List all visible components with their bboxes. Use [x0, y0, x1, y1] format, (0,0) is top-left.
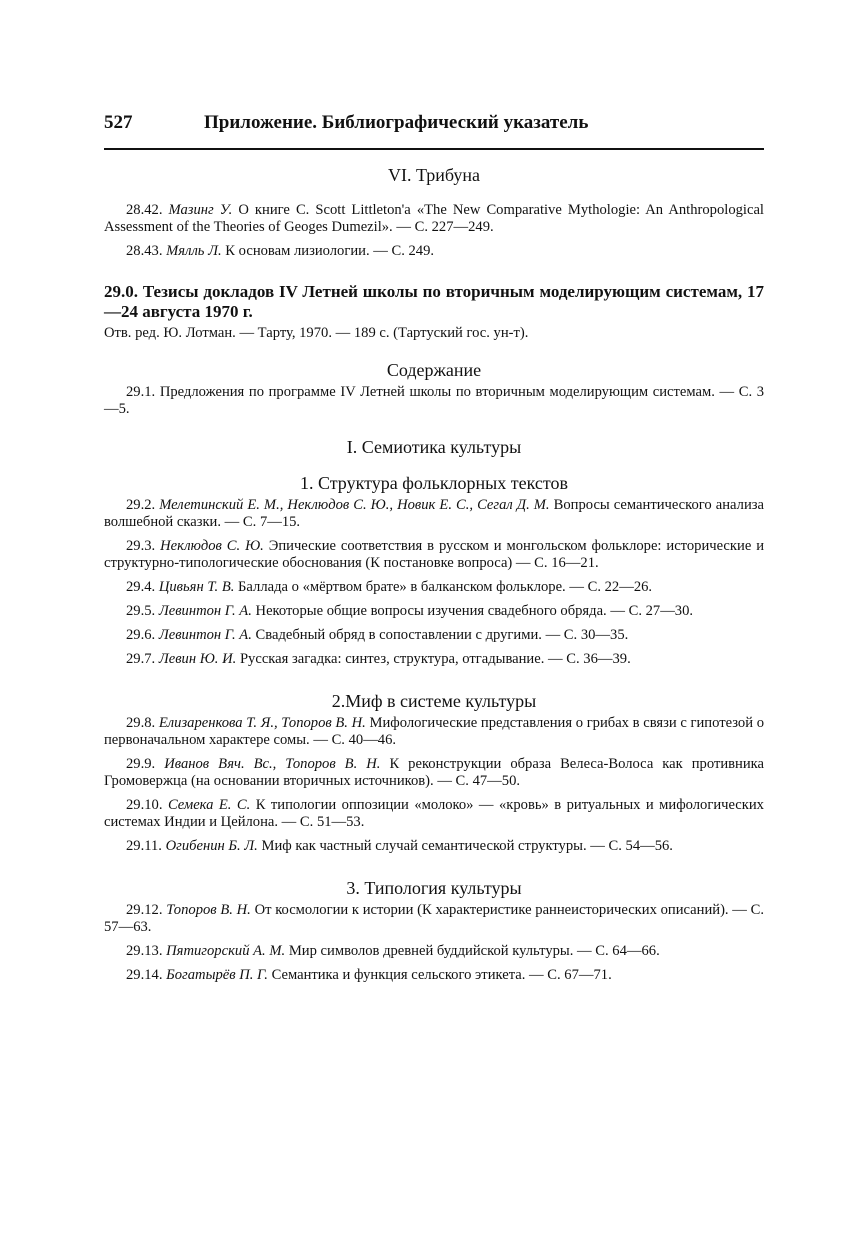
bib-entry: 29.9. Иванов Вяч. Вс., Топоров В. Н. К реконструкции образа Велеса-Волоса как противника Громовержца (на основании вторичных источников). — С. 47—50.: [104, 756, 764, 789]
section-title-typology: 3. Типология культуры: [346, 878, 522, 898]
bib-entry: 29.12. Топоров В. Н. От космологии к истории (К характеристике раннеисторических описаний). — С. 57—63.: [104, 902, 764, 935]
issue-imprint: Отв. ред. Ю. Лотман. — Тарту, 1970. — 189 с. (Тартуский гос. ун-т).: [104, 325, 529, 341]
typology-entries: [104, 902, 764, 984]
contents-title: Содержание: [386, 360, 482, 380]
header-rule: [104, 148, 764, 150]
running-header: [104, 112, 764, 142]
bib-entry: 28.42. Мазинг У. О книге C. Scott Littleton'a «The New Comparative Mythologie: An Anthropological Assessment of the Theories of Geoges Dumezil». — С. 227—249.: [104, 202, 764, 235]
bib-entry: 29.14. Богатырёв П. Г. Семантика и функция сельского этикета. — С. 67—71.: [126, 967, 612, 983]
page-number: 527: [104, 112, 133, 133]
bib-entry: 29.5. Левинтон Г. А. Некоторые общие вопросы изучения свадебного обряда. — С. 27—30.: [126, 603, 694, 619]
bib-entry: 29.6. Левинтон Г. А. Свадебный обряд в сопоставлении с другими. — С. 30—35.: [126, 627, 629, 643]
bib-entry: 29.8. Елизаренкова Т. Я., Топоров В. Н. Мифологические представления о грибах в связи с гипотезой о первоначальном характере сомы. — С. 40—46.: [104, 715, 765, 748]
bib-entry: 29.13. Пятигорский А. М. Мир символов древней буддийской культуры. — С. 64—66.: [126, 943, 660, 959]
part-title: I. Семиотика культуры: [346, 437, 522, 457]
section-title-tribuna: VI. Трибуна: [387, 165, 481, 185]
contents-entries: [104, 384, 764, 418]
bib-entry: 29.10. Семека Е. С. К типологии оппозиции «молоко» — «кровь» в ритуальных и мифологических системах Индии и Цейлона. — С. 51—53.: [104, 797, 764, 830]
bib-entry: 28.43. Мялль Л. К основам лизиологии. — С. 249.: [126, 243, 435, 259]
bib-entry: 29.11. Огибенин Б. Л. Миф как частный случай семантической структуры. — С. 54—56.: [126, 838, 673, 854]
section-title-folklore: 1. Структура фольклорных текстов: [299, 473, 569, 493]
page: [104, 112, 764, 984]
bib-entry: 29.1. Предложения по программе IV Летней школы по вторичным моделирующим системам. — С. 3—5.: [104, 384, 765, 417]
section-title-myth: 2.Миф в системе культуры: [331, 691, 537, 711]
tribuna-entries: [104, 202, 764, 260]
running-title: Приложение. Библиографический указатель: [204, 112, 589, 133]
bib-entry: 29.3. Неклюдов С. Ю. Эпические соответствия в русском и монгольском фольклоре: исторические и структурно-типологические обоснования (К постановке вопроса) — С. 16—21.: [104, 538, 764, 571]
myth-entries: [104, 715, 764, 855]
bib-entry: 29.2. Мелетинский Е. М., Неклюдов С. Ю., Новик Е. С., Сегал Д. М. Вопросы семантического анализа волшебной сказки. — С. 7—15.: [104, 497, 764, 530]
issue-title: 29.0. Тезисы докладов IV Летней школы по вторичным моделирующим системам, 17—24 августа 1970 г.: [104, 282, 764, 321]
folklore-entries: [104, 497, 764, 668]
bib-entry: 29.7. Левин Ю. И. Русская загадка: синтез, структура, отгадывание. — С. 36—39.: [126, 651, 631, 667]
bib-entry: 29.4. Цивьян Т. В. Баллада о «мёртвом брате» в балканском фольклоре. — С. 22—26.: [126, 579, 653, 595]
